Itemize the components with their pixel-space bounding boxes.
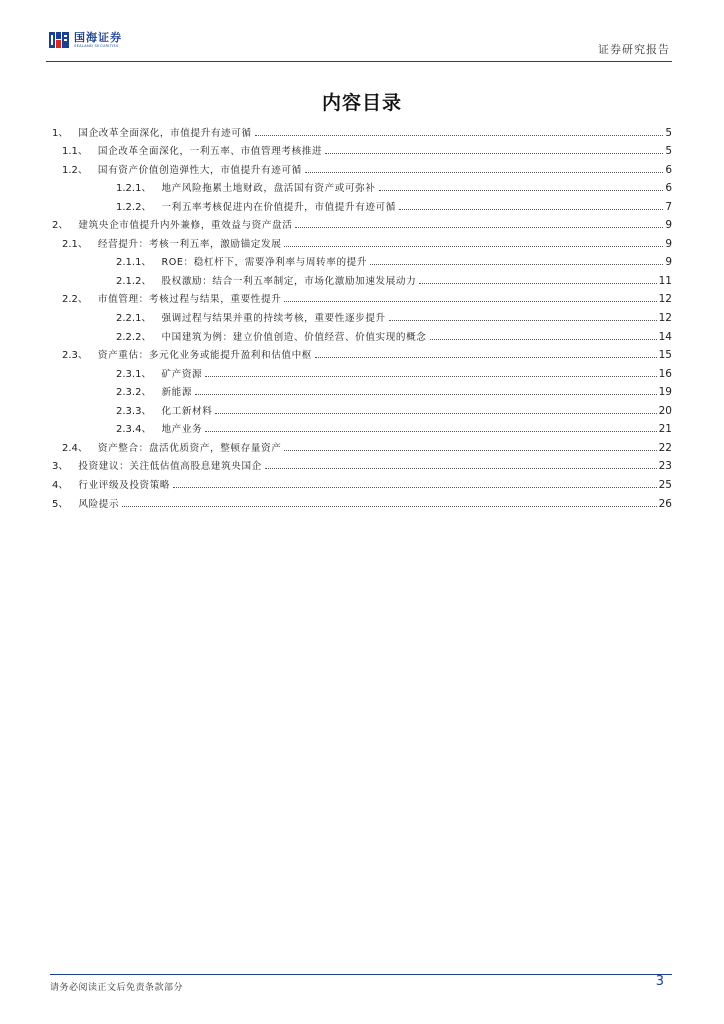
- toc-dot-leader: [305, 172, 664, 173]
- toc-entry-title: 资产整合：盘活优质资产，整顿存量资产: [97, 442, 282, 454]
- logo-name-en: SEALAND SECURITIES: [74, 43, 119, 48]
- toc-entry-title: 中国建筑为例：建立价值创造、价值经营、价值实现的概念: [161, 331, 427, 343]
- toc-dot-leader: [284, 450, 656, 451]
- toc-entry[interactable]: [52, 139, 672, 158]
- toc-entry-page: 23: [658, 460, 672, 473]
- toc-entry-page: 5: [665, 126, 672, 139]
- toc-dot-leader: [284, 301, 656, 302]
- page-header: [46, 28, 672, 60]
- toc-entry-title: 矿产资源: [161, 368, 203, 380]
- toc-entry-title: 化工新材料: [161, 405, 213, 417]
- toc-entry-page: 11: [658, 274, 672, 287]
- toc-entry[interactable]: [52, 435, 672, 454]
- toc-entry-number: 2.1.1、: [116, 257, 152, 269]
- disclaimer-note: 请务必阅读正文后免责条款部分: [50, 983, 184, 993]
- toc-dot-leader: [255, 135, 664, 136]
- toc-entry[interactable]: [52, 120, 672, 139]
- toc-entry-number: 2.1.2、: [116, 275, 152, 287]
- toc-entry-number: 5、: [52, 498, 69, 510]
- toc-entry-title: 国企改革全面深化，市值提升有迹可循: [78, 127, 252, 139]
- toc-dot-leader: [430, 339, 657, 340]
- toc-entry-page: 19: [658, 386, 672, 399]
- toc-entry-page: 12: [658, 293, 672, 306]
- toc-entry-number: 2.3、: [62, 350, 88, 362]
- page-footer: [50, 974, 672, 998]
- toc-entry-title: ROE：稳杠杆下，需要净利率与周转率的提升: [161, 257, 368, 269]
- toc-dot-leader: [370, 264, 663, 265]
- toc-entry-page: 25: [658, 478, 672, 491]
- toc-dot-leader: [215, 413, 656, 414]
- document-type-label: 证券研究报告: [598, 43, 670, 56]
- toc-entry-page: 14: [658, 330, 672, 343]
- logo-name-cn: 国海证券: [74, 30, 122, 44]
- toc-dot-leader: [122, 506, 656, 507]
- toc-dot-leader: [284, 246, 663, 247]
- toc-entry-page: 5: [665, 145, 672, 158]
- toc-dot-leader: [325, 153, 663, 154]
- toc-entry-number: 4、: [52, 479, 69, 491]
- toc-entry[interactable]: [52, 417, 672, 436]
- toc-entry-title: 国企改革全面深化，一利五率、市值管理考核推进: [97, 146, 323, 158]
- toc-entry-title: 新能源: [161, 387, 193, 399]
- toc-dot-leader: [419, 283, 656, 284]
- toc-entry[interactable]: [52, 472, 672, 491]
- toc-entry-title: 地产风险拖累土地财政，盘活国有资产或可弥补: [161, 183, 376, 195]
- toc-entry-page: 16: [658, 367, 672, 380]
- toc-entry-number: 2.2.2、: [116, 331, 152, 343]
- toc-entry-title: 地产业务: [161, 424, 203, 436]
- toc-entry-page: 15: [658, 349, 672, 362]
- toc-entry-page: 6: [665, 182, 672, 195]
- toc-entry[interactable]: [52, 380, 672, 399]
- toc-entry-page: 9: [665, 219, 672, 232]
- toc-entry-title: 一利五率考核促进内在价值提升，市值提升有迹可循: [161, 201, 396, 213]
- toc-entry-number: 1.2、: [62, 164, 88, 176]
- toc-entry-number: 2.3.2、: [116, 387, 152, 399]
- toc-entry-number: 2、: [52, 220, 69, 232]
- toc-entry-title: 建筑央企市值提升内外兼修，重效益与资产盘活: [78, 220, 293, 232]
- toc-dot-leader: [295, 227, 663, 228]
- sealand-logo-icon: [48, 30, 70, 50]
- toc-entry[interactable]: [52, 491, 672, 510]
- toc-entry[interactable]: [52, 176, 672, 195]
- toc-entry-number: 1.2.2、: [116, 201, 152, 213]
- toc-entry-title: 经营提升：考核一利五率，激励锚定发展: [97, 238, 282, 250]
- toc-entry-number: 2.4、: [62, 442, 88, 454]
- toc-dot-leader: [195, 394, 657, 395]
- toc-entry-number: 1、: [52, 127, 69, 139]
- toc-entry-title: 风险提示: [78, 498, 120, 510]
- toc-entry-page: 6: [665, 163, 672, 176]
- toc-entry-page: 20: [658, 404, 672, 417]
- toc-entry-page: 21: [658, 423, 672, 436]
- toc-entry[interactable]: [52, 361, 672, 380]
- toc-entry[interactable]: [52, 194, 672, 213]
- toc-entry-number: 3、: [52, 461, 69, 473]
- toc-entry[interactable]: [52, 157, 672, 176]
- toc-entry-number: 2.1、: [62, 238, 88, 250]
- toc-entry-number: 2.2.1、: [116, 313, 152, 324]
- toc-entry[interactable]: [52, 268, 672, 287]
- toc-entry-page: 9: [665, 256, 672, 269]
- toc-dot-leader: [379, 190, 664, 191]
- toc-dot-leader: [315, 357, 657, 358]
- toc-entry[interactable]: [52, 343, 672, 362]
- toc-entry-page: 26: [658, 497, 672, 510]
- toc-entry-title: 股权激励：结合一利五率制定，市场化激励加速发展动力: [161, 275, 417, 287]
- toc-entry-title: 资产重估：多元化业务或能提升盈利和估值中枢: [97, 350, 312, 362]
- toc-entry-number: 2.3.4、: [116, 424, 152, 436]
- toc-dot-leader: [389, 320, 657, 321]
- toc-entry[interactable]: [52, 324, 672, 343]
- toc-entry-number: 1.2.1、: [116, 183, 152, 195]
- toc-entry[interactable]: [52, 398, 672, 417]
- toc-entry-page: 12: [658, 312, 672, 324]
- toc-entry-number: 2.3.1、: [116, 368, 152, 380]
- toc-entry[interactable]: [52, 250, 672, 269]
- toc-dot-leader: [173, 487, 657, 488]
- toc-entry-title: 市值管理：考核过程与结果，重要性提升: [97, 294, 282, 306]
- toc-entry[interactable]: [52, 213, 672, 232]
- toc-entry[interactable]: [52, 287, 672, 306]
- toc-entry-page: 9: [665, 237, 672, 250]
- toc-entry-title: 国有资产价值创造弹性大，市值提升有迹可循: [97, 164, 302, 176]
- page-number: 3: [655, 974, 664, 989]
- toc-dot-leader: [205, 431, 656, 432]
- toc-dot-leader: [399, 209, 663, 210]
- toc-entry-number: 2.2、: [62, 294, 88, 306]
- toc-entry-number: 2.3.3、: [116, 405, 152, 417]
- toc-entry-title: 行业评级及投资策略: [78, 479, 171, 491]
- toc-dot-leader: [265, 468, 657, 469]
- toc-entry-number: 1.1、: [62, 146, 88, 158]
- footer-divider: [50, 974, 672, 975]
- toc-entry-title: 强调过程与结果并重的持续考核，重要性逐步提升: [161, 313, 386, 324]
- header-divider: [46, 61, 672, 62]
- toc-dot-leader: [205, 376, 656, 377]
- company-logo: [48, 30, 122, 50]
- toc-entry[interactable]: [52, 306, 672, 325]
- toc-title: 内容目录: [321, 92, 402, 114]
- toc-entry-title: 投资建议：关注低估值高股息建筑央国企: [78, 461, 262, 473]
- toc-entry-page: 22: [658, 441, 672, 454]
- toc-entry[interactable]: [52, 231, 672, 250]
- toc-entry-page: 7: [665, 200, 672, 213]
- toc-entry[interactable]: [52, 454, 672, 473]
